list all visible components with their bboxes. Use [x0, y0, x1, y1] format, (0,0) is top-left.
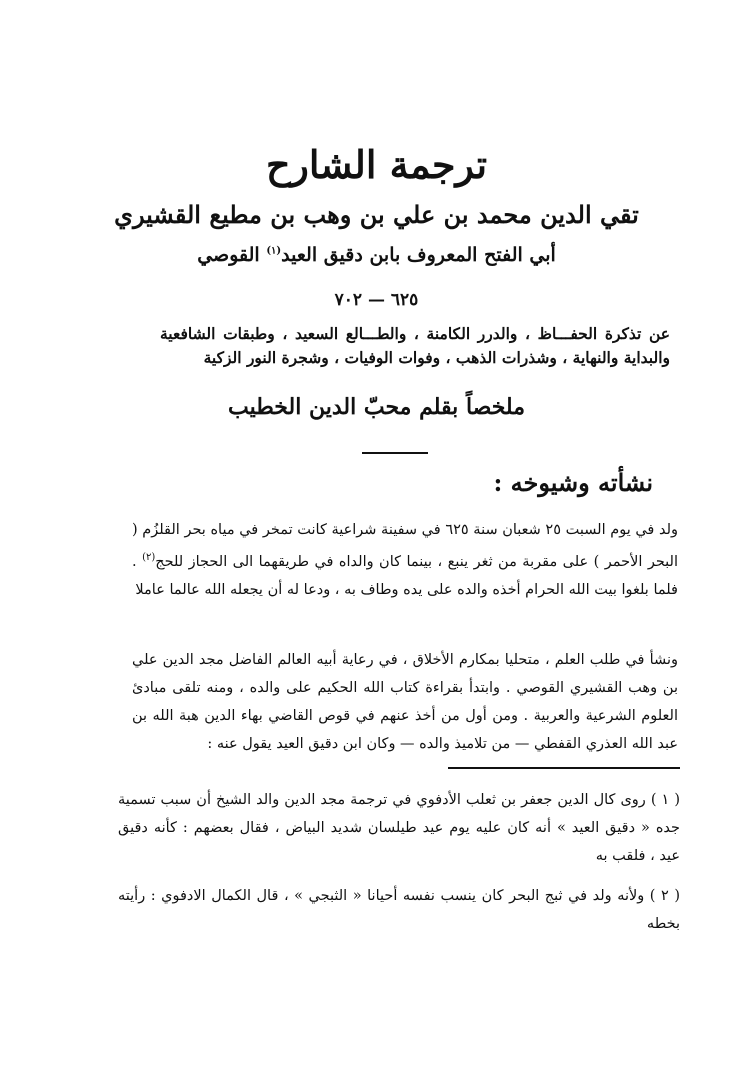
subject-name: تقي الدين محمد بن علي بن وهب بن مطيع القشيري: [114, 200, 639, 229]
subject-kunya-text: أبي الفتح المعروف بابن دقيق العيد: [281, 244, 556, 266]
section-heading: نشأته وشيوخه :: [493, 468, 653, 497]
subject-kunya: [0, 244, 753, 266]
page-title: ترجمة الشارح: [265, 142, 488, 187]
paragraph-birth-end: . فلما بلغوا بيت الله الحرام أخذه والده على يده وطاف به ، ودعا له أن يجعله الله عالما عاملا: [132, 553, 678, 598]
footnote-ref-1: (١): [266, 245, 282, 257]
subject-nisba: القوصي: [197, 244, 260, 266]
paragraph-birth: [132, 516, 678, 604]
byline: ملخصاً بقلم محبّ الدين الخطيب: [228, 394, 525, 420]
sources-line: عن تذكرة الحفـــاظ ، والدرر الكامنة ، والطـــالع السعيد ، وطبقات الشافعية والبداية والنهاية ، وشذرات الذهب ، وفوات الوفيات ، وشجرة النور الزكية: [160, 324, 670, 367]
paragraph-upbringing: ونشأ في طلب العلم ، متحليا بمكارم الأخلاق ، في رعاية أبيه العالم الفاضل مجد الدين علي بن وهب القشيري القوصي . وابتدأ بقراءة كتاب الله الحكيم على والده ، ومنه تلقى مبادئ العلوم الشرعية والعربية . ومن أول من أخذ عنهم في قوص القاضي بهاء الدين هبة الله بن عبد الله العذري القفطي — من تلاميذ والده — وكان ابن دقيق العيد يقول عنه :: [132, 652, 678, 752]
footnote-ref-2: (٢): [142, 552, 156, 563]
footnote-2: ( ٢ ) ولأنه ولد في ثبج البحر كان ينسب نفسه أحيانا « الثبجي » ، قال الكمال الادفوي : رأيته بخطه: [118, 888, 680, 932]
footnote-1: ( ١ ) روى كال الدين جعفر بن ثعلب الأدفوي في ترجمة مجد الدين والد الشيخ أن سبب تسمية جده « دقيق العيد » أنه كان عليه يوم عيد طيلسان شديد البياض ، فقال بعضهم : كأنه دقيق عيد ، فلقب به: [118, 792, 680, 864]
life-dates: ٦٢٥ — ٧٠٢: [334, 290, 419, 310]
title-divider: [362, 452, 428, 454]
paragraph-birth-text: ولد في يوم السبت ٢٥ شعبان سنة ٦٢٥ في سفينة شراعية كانت تمخر في مياه بحر القلزُم ( البحر الأحمر ) على مقربة من ثغر ينبع ، بينما كان والداه في طريقهما الى الحجاز للحج: [132, 522, 679, 570]
footnote-divider: [448, 767, 680, 769]
